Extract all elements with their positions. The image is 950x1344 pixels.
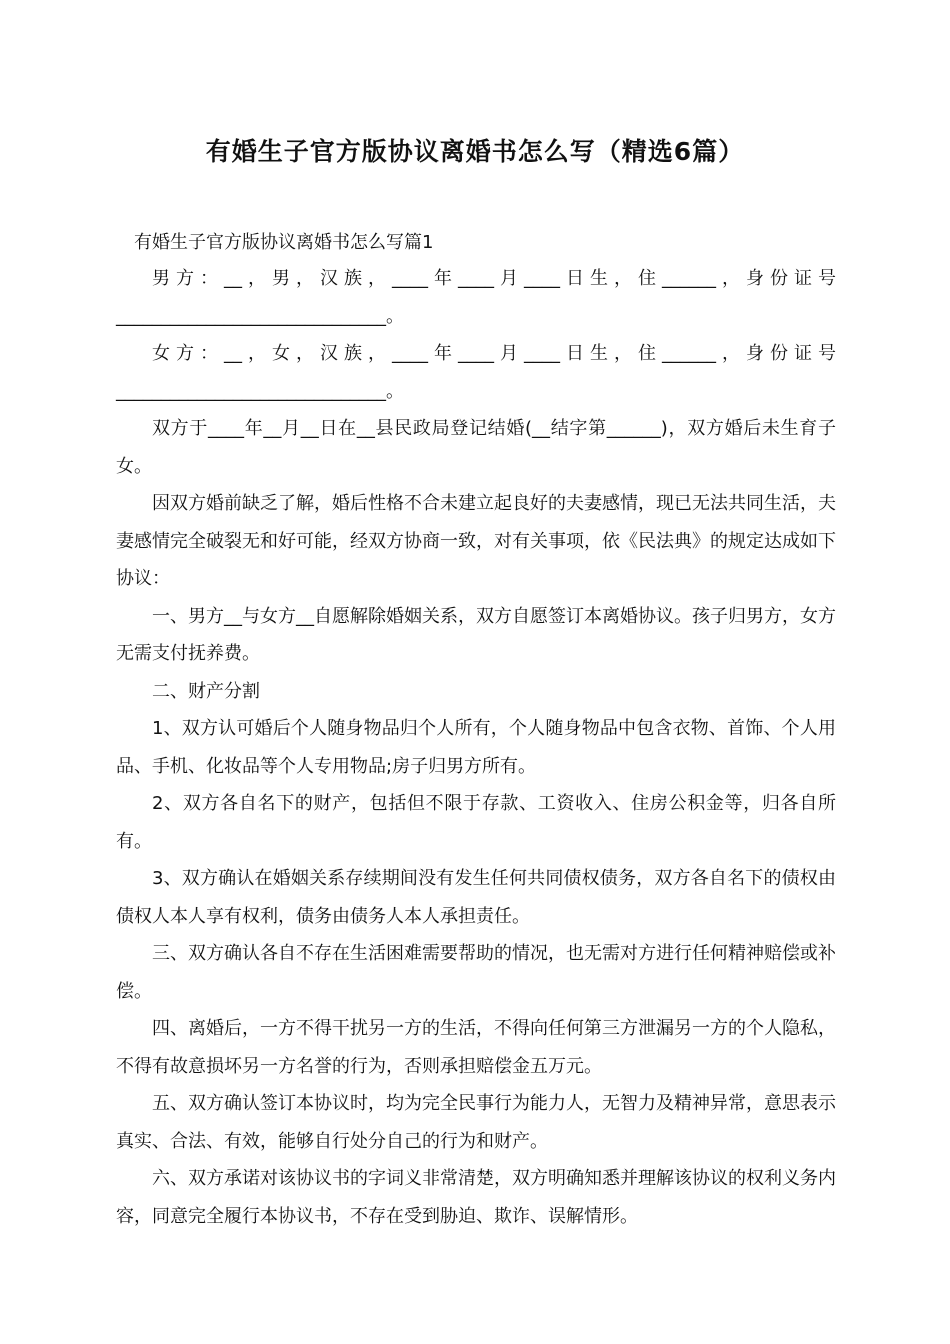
section-heading: 有婚生子官方版协议离婚书怎么写篇1	[134, 232, 434, 253]
paragraph-clause-6: 六、双方承诺对该协议书的字词义非常清楚，双方明确知悉并理解该协议的权利义务内容，同意完全履行本协议书，不存在受到胁迫、欺诈、误解情形。	[116, 1168, 836, 1227]
paragraph-clause-1: 一、男方__与女方__自愿解除婚姻关系，双方自愿签订本离婚协议。孩子归男方，女方无需支付抚养费。	[116, 605, 836, 664]
paragraph-reason: 因双方婚前缺乏了解，婚后性格不合未建立起良好的夫妻感情，现已无法共同生活，夫妻感情完全破裂无和好可能，经双方协商一致，对有关事项，依《民法典》的规定达成如下协议：	[116, 493, 836, 589]
paragraph-female-party: 女方：__，女，汉族，____年____月____日生，住______，身份证号______________________________。	[116, 343, 836, 402]
paragraph-clause-3: 三、双方确认各自不存在生活困难需要帮助的情况，也无需对方进行任何精神赔偿或补偿。	[116, 943, 836, 1002]
paragraph-clause-2-item-2: 2、双方各自名下的财产，包括但不限于存款、工资收入、住房公积金等，归各自所有。	[116, 793, 836, 852]
paragraph-clause-4: 四、离婚后，一方不得干扰另一方的生活，不得向任何第三方泄漏另一方的个人隐私，不得有故意损坏另一方名誉的行为，否则承担赔偿金五万元。	[116, 1018, 836, 1077]
document-title: 有婚生子官方版协议离婚书怎么写（精选6篇）	[205, 137, 745, 166]
paragraph-clause-2-heading: 二、财产分割	[152, 680, 260, 702]
paragraph-clause-2-item-3: 3、双方确认在婚姻关系存续期间没有发生任何共同债权债务，双方各自名下的债权由债权人本人享有权利，债务由债务人本人承担责任。	[116, 868, 836, 927]
paragraph-male-party: 男方：__，男，汉族，____年____月____日生，住______，身份证号______________________________。	[116, 268, 836, 327]
paragraph-marriage-registration: 双方于____年__月__日在__县民政局登记结婚(__结字第______)，双方婚后未生育子女。	[116, 418, 836, 477]
paragraph-clause-2-item-1: 1、双方认可婚后个人随身物品归个人所有，个人随身物品中包含衣物、首饰、个人用品、手机、化妆品等个人专用物品;房子归男方所有。	[116, 718, 836, 777]
paragraph-clause-5: 五、双方确认签订本协议时，均为完全民事行为能力人，无智力及精神异常，意思表示真实、合法、有效，能够自行处分自己的行为和财产。	[116, 1093, 836, 1152]
document-body	[116, 260, 836, 1235]
